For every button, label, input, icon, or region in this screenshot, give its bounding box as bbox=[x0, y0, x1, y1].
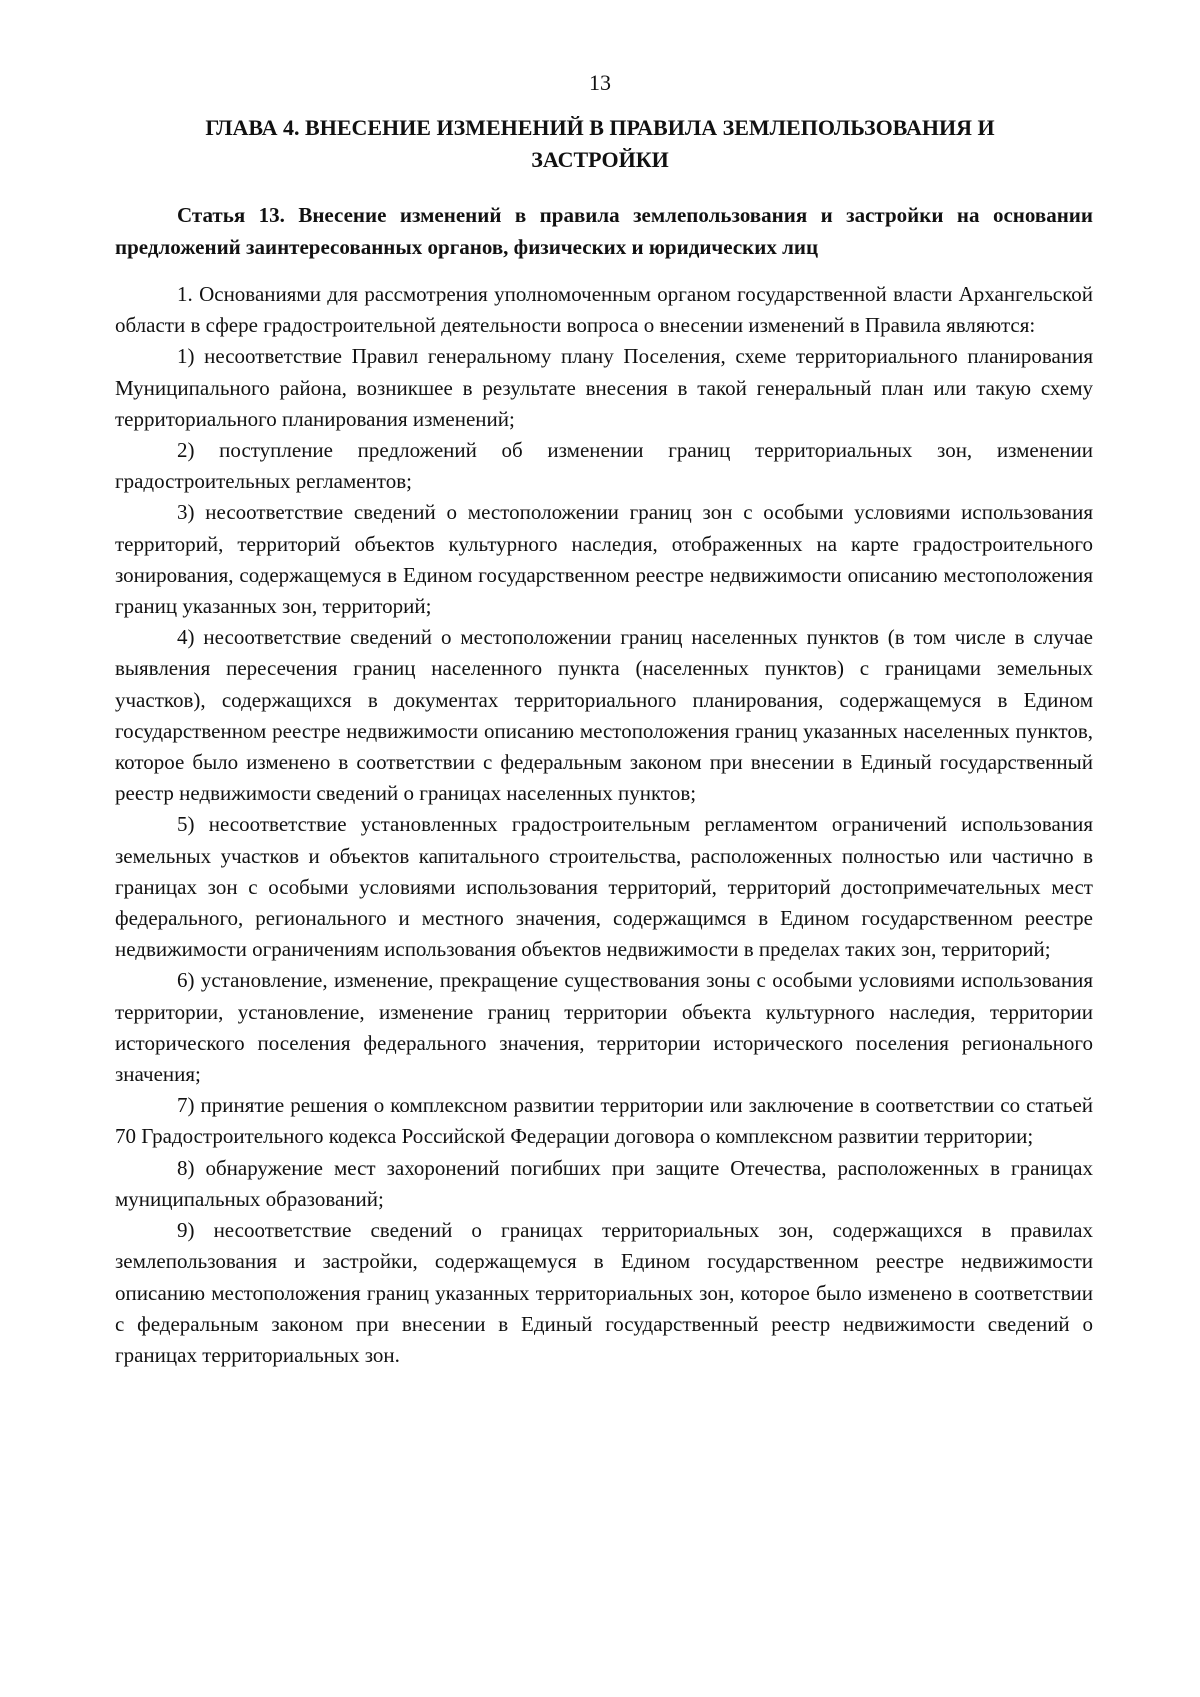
paragraph-item-5: 5) несоответствие установленных градостроительным регламентом ограничений использования земельных участков и объектов капитального строительства, расположенных полностью или частично в границах зон с особыми условиями использования территорий, территорий достопримечательных мест федерального, регионального и местного значения, содержащимся в Едином государственном реестре недвижимости ограничениям использования объектов недвижимости в пределах таких зон, территорий; bbox=[115, 812, 1093, 962]
paragraph-item-8: 8) обнаружение мест захоронений погибших при защите Отечества, расположенных в границах муниципальных образований; bbox=[115, 1155, 1093, 1211]
paragraph-item-3: 3) несоответствие сведений о местоположении границ зон с особыми условиями использования территорий, территорий объектов культурного наследия, отображенных на карте градостроительного зонирования, содержащемуся в Едином государственном реестре недвижимости описанию местоположения границ указанных зон, территорий; bbox=[115, 500, 1093, 619]
page-number: 13 bbox=[589, 70, 611, 95]
paragraph-item-2: 2) поступление предложений об изменении границ территориальных зон, изменении градостроительных регламентов; bbox=[115, 438, 1093, 494]
paragraph-intro: 1. Основаниями для рассмотрения уполномоченным органом государственной власти Архангельской области в сфере градостроительной деятельности вопроса о внесении изменений в Правила являются: bbox=[115, 282, 1093, 338]
paragraph-item-7: 7) принятие решения о комплексном развитии территории или заключение в соответствии со статьей 70 Градостроительного кодекса Российской Федерации договора о комплексном развитии территории; bbox=[115, 1093, 1093, 1149]
paragraph-item-6: 6) установление, изменение, прекращение существования зоны с особыми условиями использования территории, установление, изменение границ территории объекта культурного наследия, территории исторического поселения федерального значения, территории исторического поселения регионального значения; bbox=[115, 968, 1093, 1087]
document-body bbox=[115, 200, 1093, 1371]
chapter-title: ГЛАВА 4. ВНЕСЕНИЕ ИЗМЕНЕНИЙ В ПРАВИЛА ЗЕМЛЕПОЛЬЗОВАНИЯ И ЗАСТРОЙКИ bbox=[205, 115, 995, 172]
paragraph-item-1: 1) несоответствие Правил генеральному плану Поселения, схеме территориального планирования Муниципального района, возникшее в результате внесения в такой генеральный план или такую схему территориального планирования изменений; bbox=[115, 344, 1093, 431]
paragraph-item-9: 9) несоответствие сведений о границах территориальных зон, содержащихся в правилах землепользования и застройки, содержащемуся в Едином государственном реестре недвижимости описанию местоположения границ указанных территориальных зон, которое было изменено в соответствии с федеральным законом при внесении в Единый государственный реестр недвижимости сведений о границах территориальных зон. bbox=[115, 1218, 1093, 1367]
article-title: Статья 13. Внесение изменений в правила землепользования и застройки на основании предложений заинтересованных органов, физических и юридических лиц bbox=[115, 203, 1093, 259]
paragraph-item-4: 4) несоответствие сведений о местоположении границ населенных пунктов (в том числе в случае выявления пересечения границ населенного пункта (населенных пунктов) с границами земельных участков), содержащихся в документах территориального планирования, содержащемуся в Едином государственном реестре недвижимости описанию местоположения границ указанных населенных пунктов, которое было изменено в соответствии с федеральным законом при внесении в Единый государственный реестр недвижимости сведений о границах населенных пунктов; bbox=[115, 625, 1093, 806]
